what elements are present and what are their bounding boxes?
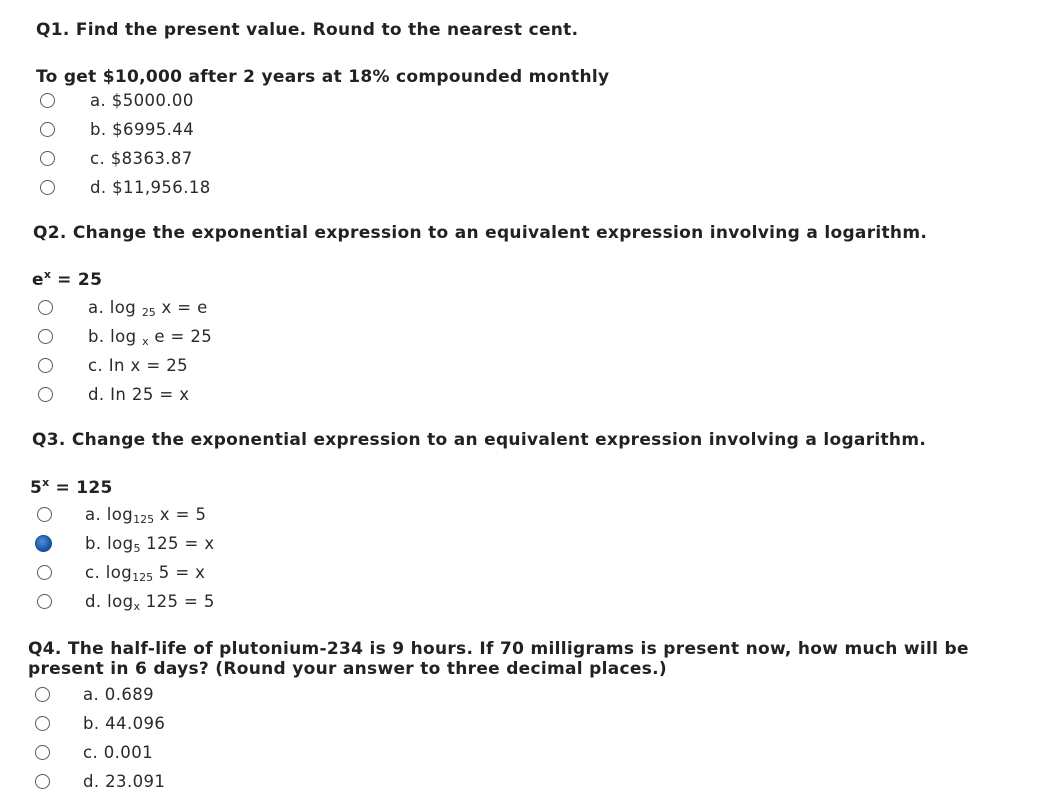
radio-button[interactable] (38, 300, 53, 315)
q1-option-a[interactable] (40, 88, 55, 112)
q1-title: Q1. Find the present value. Round to the nearest cent. (36, 20, 579, 40)
radio-button[interactable] (38, 358, 53, 373)
q3-option-b[interactable] (35, 531, 52, 555)
radio-button[interactable] (35, 774, 50, 789)
q3-title: Q3. Change the exponential expression to an equivalent expression involving a logarithm. (32, 430, 927, 450)
radio-button[interactable] (35, 716, 50, 731)
q2-option-b[interactable] (38, 324, 53, 348)
q2-option-a-label: a. log $_{25}$ x = e (88, 298, 208, 319)
radio-button[interactable] (37, 594, 52, 609)
radio-button[interactable] (35, 745, 50, 760)
q2-option-a[interactable] (38, 295, 53, 319)
q1-option-b-label: b. $6995.44 (90, 120, 195, 139)
q3-option-a[interactable] (37, 502, 52, 526)
q4-title: Q4. The half-life of plutonium-234 is 9 hours. If 70 milligrams is present now, how much will be present in 6 days? (Round your answer to three decimal places.) (28, 639, 969, 679)
q2-prompt: $e^x = 25$ (32, 268, 103, 290)
q3-option-b-label: b. $\log_5 125 = x$ (85, 534, 215, 555)
q3-option-a-label: a. $\log_{125} x = 5$ (85, 505, 207, 526)
q3-option-c-label: c. $\log_{125} 5 = x$ (85, 563, 206, 584)
radio-button[interactable] (37, 507, 52, 522)
q4-option-b[interactable] (35, 711, 50, 735)
q4-option-b-label: b. 44.096 (83, 714, 166, 733)
q1-option-d-label: d. $11,956.18 (90, 178, 211, 197)
radio-button[interactable] (38, 329, 53, 344)
q2-option-c[interactable] (38, 353, 53, 377)
q4-option-a[interactable] (35, 682, 50, 706)
q2-option-b-label: b. log $_x$ e = 25 (88, 327, 213, 348)
q3-option-d-label: d. $\log_x 125 = 5$ (85, 592, 215, 613)
q1-option-c[interactable] (40, 146, 55, 170)
q3-option-c[interactable] (37, 560, 52, 584)
q3-option-d[interactable] (37, 589, 52, 613)
radio-button[interactable] (40, 93, 55, 108)
q4-option-d[interactable] (35, 769, 50, 793)
q1-option-a-label: a. $5000.00 (90, 91, 194, 110)
q4-option-d-label: d. 23.091 (83, 772, 166, 791)
radio-button[interactable] (35, 687, 50, 702)
q1-prompt: To get $10,000 after 2 years at 18% compounded monthly (36, 67, 610, 87)
q2-option-d-label: d. In 25 = x (88, 385, 190, 404)
radio-button[interactable] (38, 387, 53, 402)
q2-option-d[interactable] (38, 382, 53, 406)
q3-prompt: $5^x = 125$ (30, 476, 113, 498)
radio-button-selected[interactable] (35, 535, 52, 552)
radio-button[interactable] (40, 122, 55, 137)
q1-option-d[interactable] (40, 175, 55, 199)
q1-option-b[interactable] (40, 117, 55, 141)
q4-option-c[interactable] (35, 740, 50, 764)
radio-button[interactable] (40, 180, 55, 195)
q4-option-a-label: a. 0.689 (83, 685, 155, 704)
radio-button[interactable] (40, 151, 55, 166)
q4-option-c-label: c. 0.001 (83, 743, 153, 762)
q1-option-c-label: c. $8363.87 (90, 149, 193, 168)
q2-option-c-label: c. In x = 25 (88, 356, 189, 375)
q2-title: Q2. Change the exponential expression to an equivalent expression involving a logarithm. (33, 223, 928, 243)
radio-button[interactable] (37, 565, 52, 580)
